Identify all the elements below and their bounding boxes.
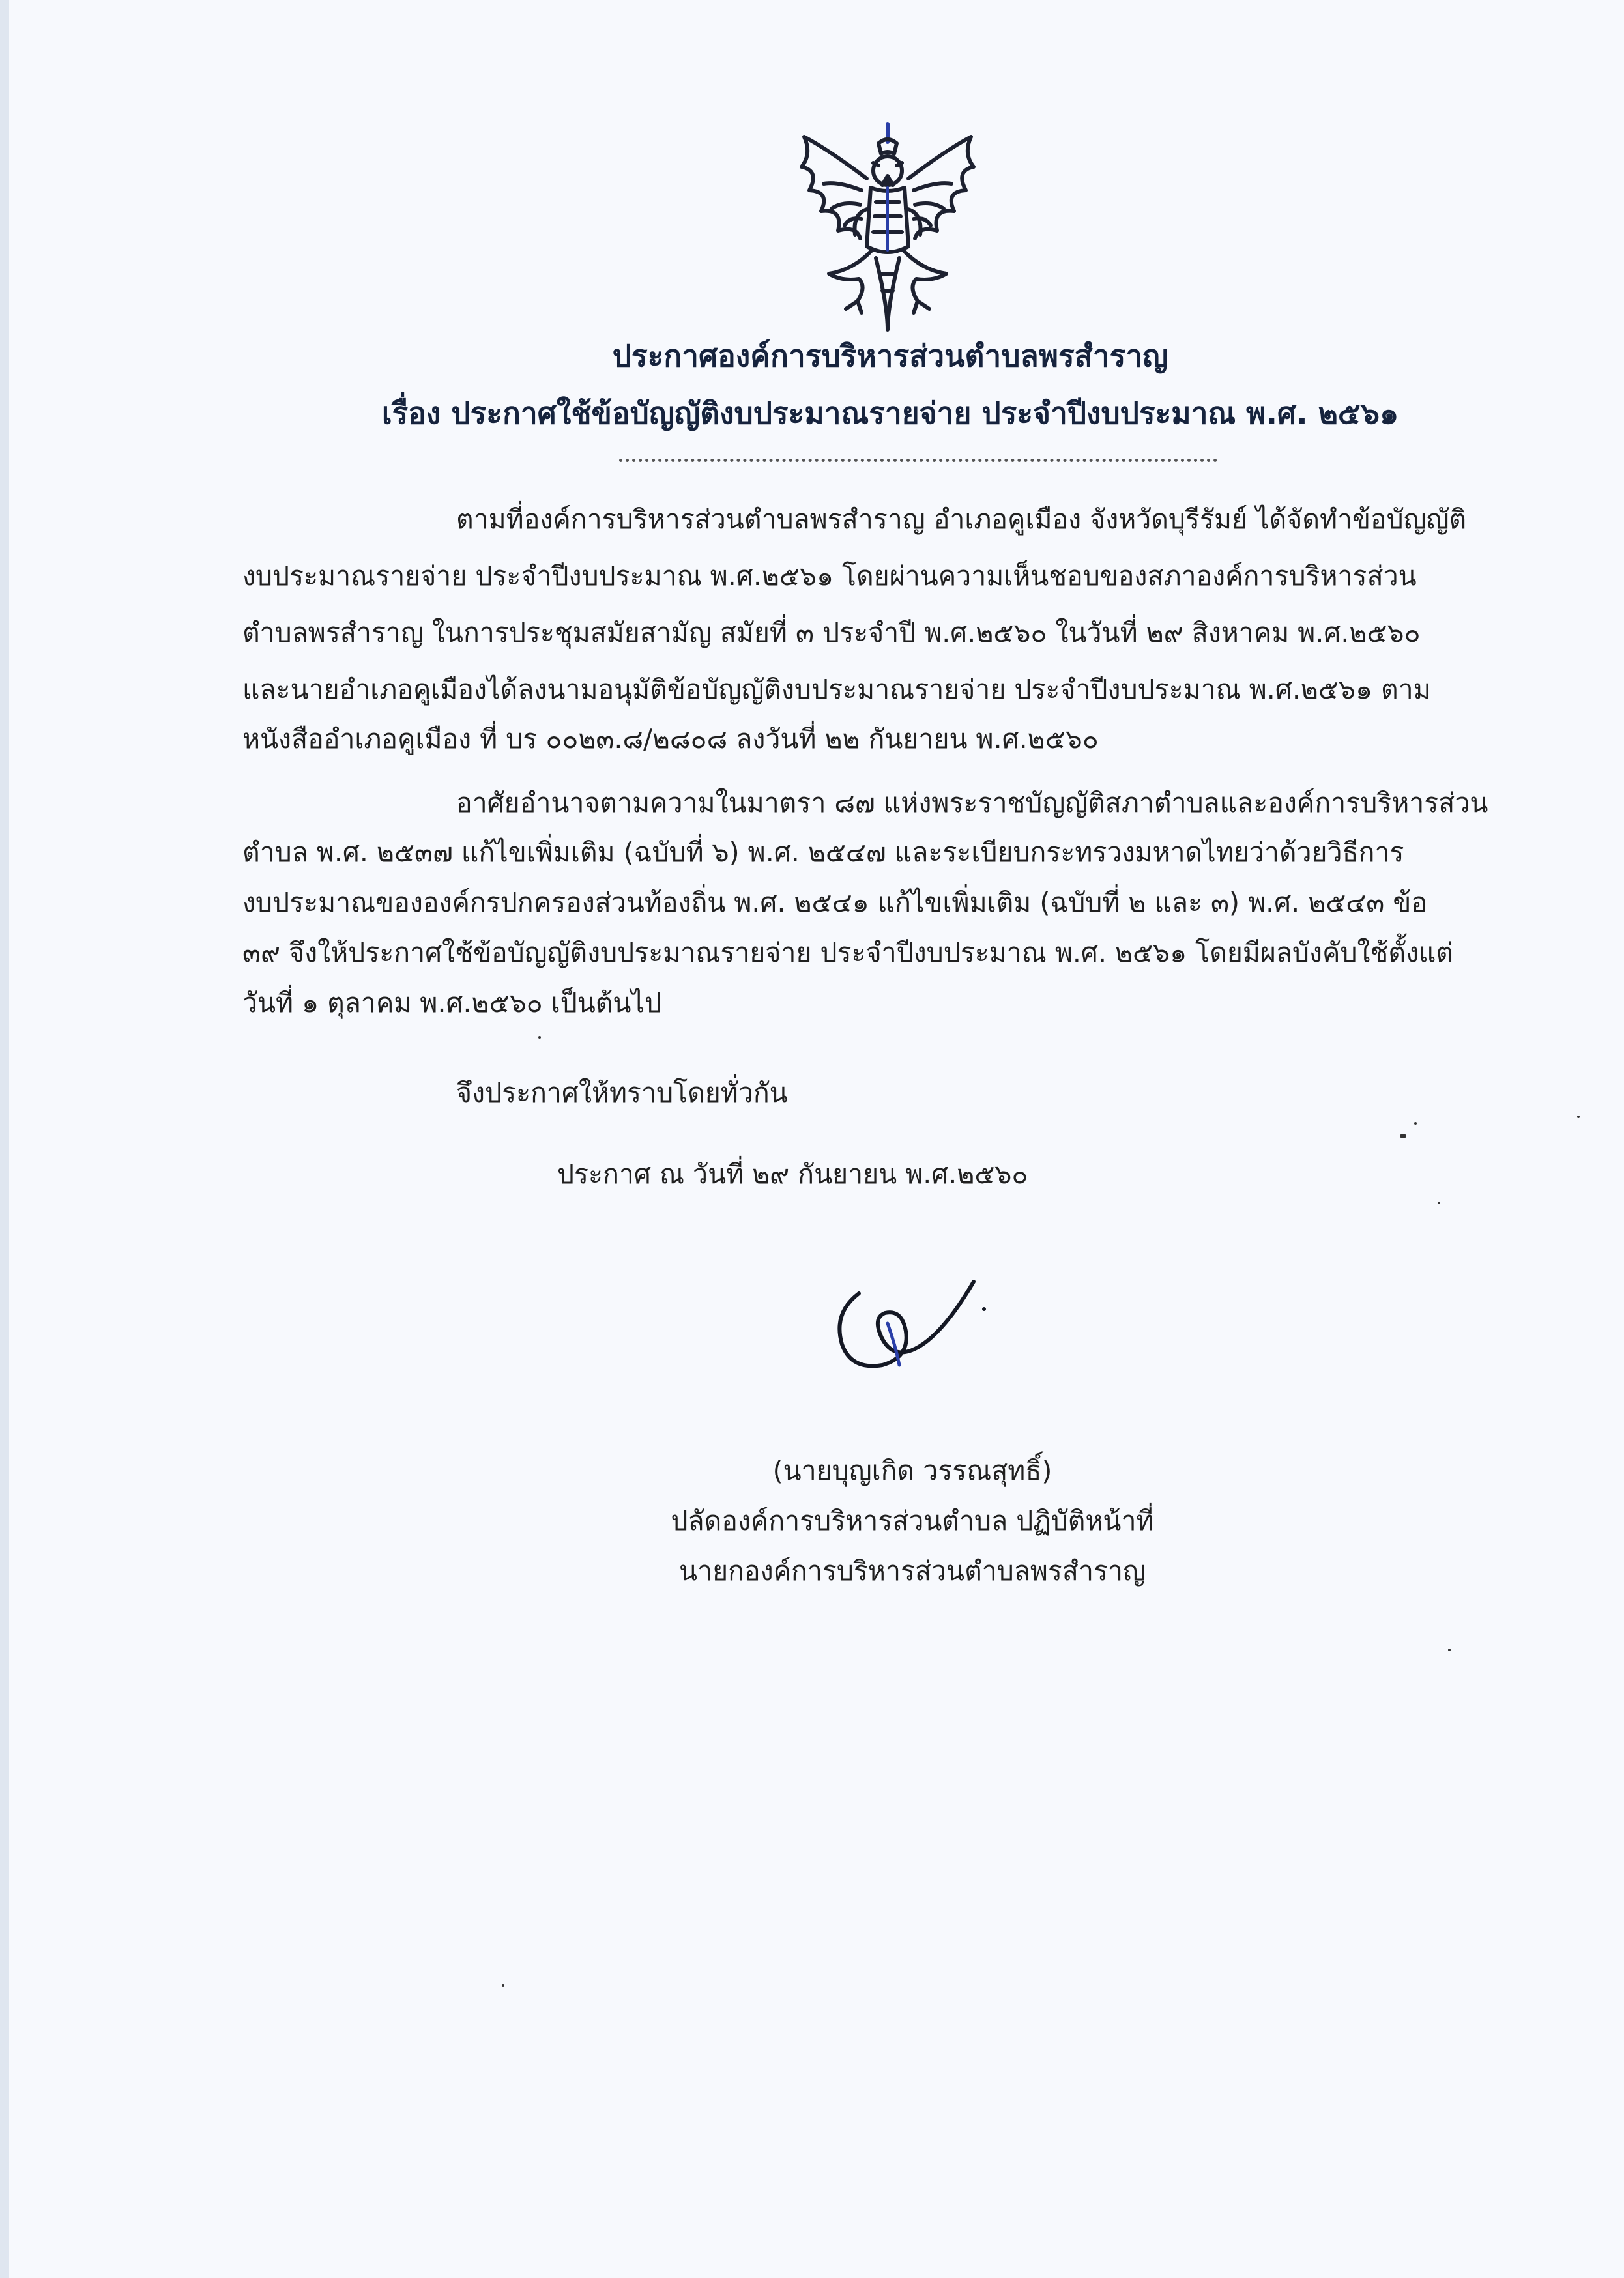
garuda-emblem-icon	[790, 111, 985, 336]
scan-speck	[1577, 1116, 1580, 1118]
paragraph-2-line-4: ๓๙ จึงให้ประกาศใช้ข้อบัญญัติงบประมาณรายจ่าย ประจำปีงบประมาณ พ.ศ. ๒๕๖๑ โดยมีผลบังคับใช้ตั้งแต่	[242, 937, 1454, 968]
paragraph-1-line-4: และนายอำเภอคูเมืองได้ลงนามอนุมัติข้อบัญญัติงบประมาณรายจ่าย ประจำปีงบประมาณ พ.ศ.๒๕๖๑ ตาม	[242, 674, 1431, 705]
paragraph-2-line-5: วันที่ ๑ ตุลาคม พ.ศ.๒๕๖๐ เป็นต้นไป	[242, 987, 662, 1018]
scan-speck	[1438, 1202, 1440, 1204]
signatory-position: ปลัดองค์การบริหารส่วนตำบล ปฏิบัติหน้าที่	[671, 1505, 1154, 1536]
paragraph-2-line-3: งบประมาณขององค์กรปกครองส่วนท้องถิ่น พ.ศ. ๒๕๔๑ แก้ไขเพิ่มเติม (ฉบับที่ ๒ และ ๓) พ.ศ. ๒๕๔๓ ข้อ	[242, 887, 1428, 918]
scan-speck	[1448, 1649, 1451, 1651]
scan-edge	[0, 0, 9, 2278]
paragraph-2-line-1: อาศัยอำนาจตามความในมาตรา ๘๗ แห่งพระราชบัญญัติสภาตำบลและองค์การบริหารส่วน	[456, 787, 1488, 818]
paragraph-2-line-2: ตำบล พ.ศ. ๒๕๓๗ แก้ไขเพิ่มเติม (ฉบับที่ ๖) พ.ศ. ๒๕๔๗ และระเบียบกระทรวงมหาดไทยว่าด้วยวิธีการ	[242, 837, 1404, 868]
scan-speck	[538, 1036, 541, 1039]
announcement-date: ประกาศ ณ วันที่ ๒๙ กันยายน พ.ศ.๒๕๖๐	[557, 1159, 1028, 1190]
signature-icon	[820, 1267, 1015, 1385]
paragraph-1-line-2: งบประมาณรายจ่าย ประจำปีงบประมาณ พ.ศ.๒๕๖๑ โดยผ่านความเห็นชอบของสภาองค์การบริหารส่วน	[242, 560, 1417, 592]
scan-speck	[1400, 1134, 1406, 1138]
closing-statement: จึงประกาศให้ทราบโดยทั่วกัน	[456, 1077, 788, 1108]
scan-speck	[1414, 1122, 1417, 1125]
announcement-subject: เรื่อง ประกาศใช้ข้อบัญญัติงบประมาณรายจ่าย ประจำปีงบประมาณ พ.ศ. ๒๕๖๑	[381, 396, 1399, 431]
paragraph-1-line-1: ตามที่องค์การบริหารส่วนตำบลพรสำราญ อำเภอคูเมือง จังหวัดบุรีรัมย์ ได้จัดทำข้อบัญญัติ	[456, 504, 1467, 535]
paragraph-1-line-3: ตำบลพรสำราญ ในการประชุมสมัยสามัญ สมัยที่ ๓ ประจำปี พ.ศ.๒๕๖๐ ในวันที่ ๒๙ สิงหาคม พ.ศ.๒๕๖๐	[242, 617, 1421, 648]
scan-speck	[502, 1984, 504, 1987]
paragraph-1-line-5: หนังสืออำเภอคูเมือง ที่ บร ๐๐๒๓.๘/๒๘๐๘ ลงวันที่ ๒๒ กันยายน พ.ศ.๒๕๖๐	[242, 723, 1099, 755]
signatory-name: (นายบุญเกิด วรรณสุทธิ์)	[772, 1455, 1052, 1486]
signatory-acting-position: นายกองค์การบริหารส่วนตำบลพรสำราญ	[679, 1555, 1146, 1587]
dotted-divider	[619, 459, 1217, 462]
announcement-title: ประกาศองค์การบริหารส่วนตำบลพรสำราญ	[612, 338, 1168, 373]
